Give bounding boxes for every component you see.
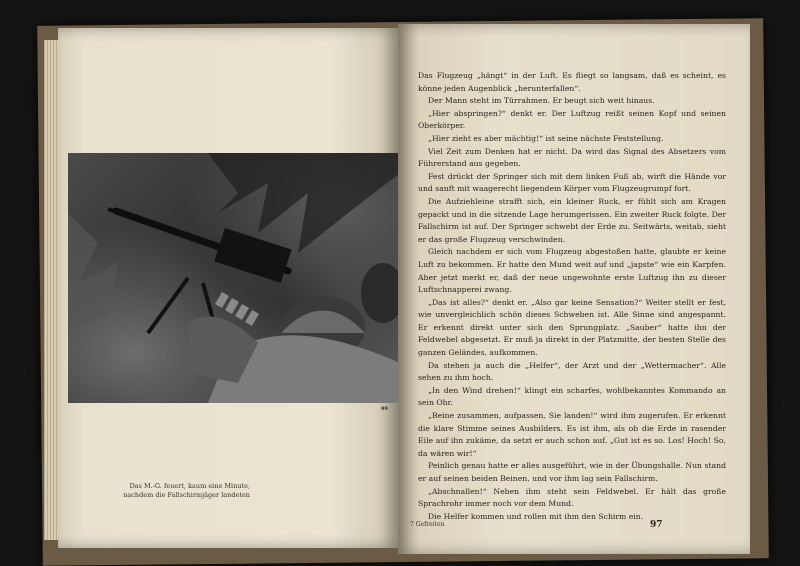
paragraph: Die Helfer kommen und rollen mit ihm den Schirm ein. <box>428 511 644 521</box>
machine-gun-crew-photo <box>68 153 400 403</box>
paragraph: „Hier zieht es aber mächtig!“ ist seine nächste Feststellung. <box>428 133 664 143</box>
paragraph: Der Mann steht im Türrahmen. Er beugt sich weit hinaus. <box>428 96 655 106</box>
paragraph: Das Flugzeug „hängt“ in der Luft. Es fliegt so langsam, daß es scheint, es könne jeden Augenblick „herunterfallen“. <box>418 71 726 93</box>
page-number: 97 <box>650 520 663 530</box>
body-text <box>418 70 726 523</box>
photo-caption: Das M.-G. feuert, kaum eine Minute, nachdem die Fallschirmjäger landeten <box>123 482 250 500</box>
paragraph: Gleich nachdem er sich vom Flugzeug abgestoßen hatte, glaubte er keine Luft zu bekommen. Er hatte den Mund weit auf und „japste“ wie ein Karpfen. Aber jetzt merkt er, daß der neue ungewohnte erste Luftzug ihn zu dieser Luftschnapperei zwang. <box>418 247 726 295</box>
paragraph: Fest drückt der Springer sich mit dem linken Fuß ab, wirft die Hände vor und sanft mit waagerecht liegendem Körper vom Flugzeugrumpf fort. <box>418 171 726 194</box>
paragraph: „Das ist alles?“ denkt er. „Also gar keine Sensation?“ Weiter stellt er fest, wie unvergleichlich schön dieses Schweben ist. Alle Sinne sind angespannt. Er erkennt direkt unter sich den Sprungplatz. „Sauber“ hatte ihn der Feldwebel abgesetzt. Er muß ja direkt in der Platzmitte, der besten Stelle des ganzen Geländes, aufkommen. <box>418 297 726 358</box>
soldiers <box>188 263 400 403</box>
paragraph: „Abschnallen!“ Neben ihm steht sein Feldwebel. Er hält das große Sprachrohr immer noch vor dem Mund. <box>418 486 726 509</box>
paragraph: Da stehen ja auch die „Helfer“, der Arzt und der „Wettermacher“. Alle sehen zu ihm hoch. <box>418 360 726 383</box>
paragraph: Peinlich genau hatte er alles ausgeführt, wie in der Übungshalle. Nun stand er auf seinen beiden Beinen, und vor ihm lag sein Fallschirm. <box>418 461 726 483</box>
paragraph: Viel Zeit zum Denken hat er nicht. Da wird das Signal des Absetzers vom Führerstand aus gegeben. <box>418 146 726 169</box>
photo-corner-mark: 99 <box>381 406 388 412</box>
paragraph: Die Aufziehleine strafft sich, ein kleiner Ruck, er fühlt sich am Kragen gepackt und in die sitzende Lage herumgerissen. Ein zweiter Ruck folgte. Der Fallschirm ist auf. Der Springer schwebt der Erde zu. Seitwärts, weitab, sieht er das große Flugzeug verschwinden. <box>418 196 726 244</box>
photo-illustration <box>68 153 400 403</box>
paragraph: „Beine zusammen, aufpassen, Sie landen!“ wird ihm zugerufen. Er erkennt die klare Stimme seines Ausbilders. Es ist ihm, als ob die Erde in rasender Eile auf ihn zukäme, da setzt er auch schon auf. „Gut ist es so. Los! Hoch! So, da wären wir!“ <box>418 411 726 458</box>
footer-signature: 7 Gefreiten <box>410 521 445 528</box>
paragraph: „In den Wind drehen!“ klingt ein scharfes, wohlbekanntes Kommando an sein Ohr. <box>418 385 726 408</box>
paragraph: „Hier abspringen?“ denkt er. Der Luftzug reißt seinen Kopf und seinen Oberkörper. <box>418 108 726 131</box>
